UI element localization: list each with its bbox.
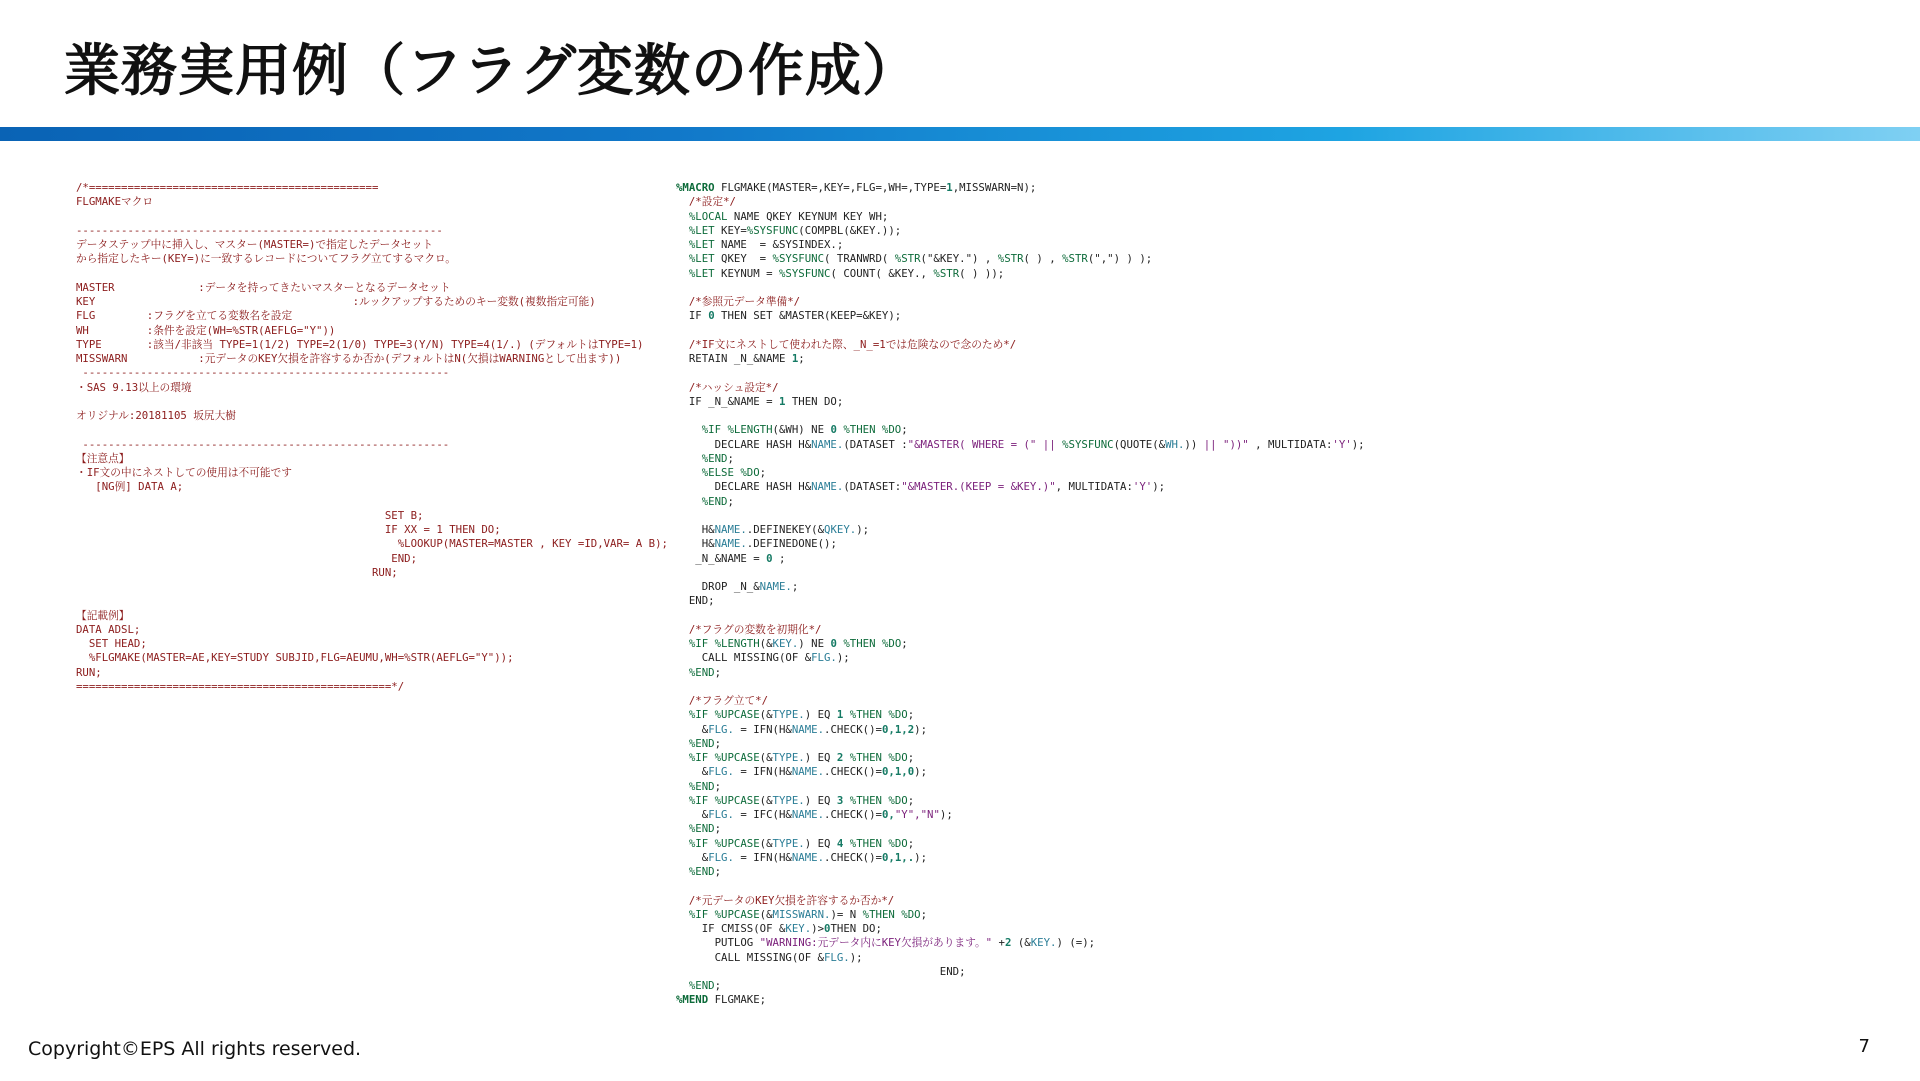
code-token: .CHECK()=	[824, 808, 882, 821]
code-line: ---------------------------------------------------------	[76, 223, 443, 237]
code-token: NAME.	[714, 537, 747, 551]
code-token: /*ハッシュ設定*/	[676, 380, 779, 394]
code-token: %MACRO	[676, 181, 715, 194]
code-line: TYPE :該当/非該当 TYPE=1(1/2) TYPE=2(1/0) TYPE=3(Y/N) TYPE=4(1/.) (デフォルトはTYPE=1)	[76, 337, 644, 351]
code-token: %ELSE %DO	[676, 466, 760, 479]
code-token: %SYSFUNC	[1062, 437, 1114, 451]
code-line	[676, 366, 1365, 380]
code-line: から指定したキー(KEY=)に一致するレコードについてフラグ立てするマクロ。	[76, 252, 456, 266]
code-token: ;	[907, 836, 915, 850]
code-token: FLG.	[708, 765, 734, 779]
code-token: ;	[907, 708, 915, 722]
code-token: WH.	[1165, 437, 1185, 451]
code-line	[76, 267, 668, 281]
code-line: %LOOKUP(MASTER=MASTER , KEY =ID,VAR= A B);	[76, 537, 668, 551]
code-token: = IFN(H&	[733, 850, 792, 864]
code-line	[676, 765, 1365, 779]
code-token: %LET	[676, 223, 715, 237]
code-token: %THEN %DO	[843, 423, 902, 437]
code-line	[676, 423, 1365, 437]
code-token: );	[939, 808, 953, 821]
code-token: %UPCASE	[714, 793, 760, 807]
code-token: ;	[714, 865, 722, 878]
code-line: 【記載例】	[76, 608, 130, 622]
code-token: ;	[798, 352, 805, 365]
code-token: THEN DO;	[830, 922, 882, 935]
code-line	[676, 238, 1365, 252]
code-token: ;	[727, 494, 734, 508]
code-line	[676, 181, 1365, 195]
code-line: SET B;	[76, 508, 424, 522]
code-line	[676, 252, 1365, 266]
code-token: ;	[920, 907, 928, 921]
code-token: &	[676, 850, 709, 864]
code-token: 'Y'	[1332, 437, 1352, 451]
code-line	[676, 537, 1365, 551]
code-token: (&	[759, 793, 773, 807]
code-token: 0,	[881, 808, 895, 821]
code-token: );	[836, 651, 850, 665]
code-token: KEY.	[785, 922, 812, 935]
code-line: RUN;	[76, 565, 398, 579]
code-line: SET HEAD;	[76, 637, 147, 650]
code-token: (COMPBL(&KEY.));	[798, 223, 902, 237]
code-token: MISSWARN.	[772, 907, 831, 921]
code-line	[676, 651, 1365, 665]
code-token: /*フラグ立て*/	[676, 694, 769, 707]
code-token: %LENGTH	[714, 637, 760, 650]
code-token: CALL MISSING(OF &	[676, 950, 824, 964]
code-line	[676, 865, 1365, 879]
macro-source-code-block	[676, 181, 1365, 1008]
code-line	[676, 851, 1365, 865]
code-token: KEYNUM =	[714, 266, 779, 280]
code-token: H&	[676, 537, 715, 551]
code-line	[676, 438, 1365, 452]
code-token: /*フラグの変数を初期化*/	[676, 622, 822, 636]
code-line: FLG :フラグを立てる変数名を設定	[76, 309, 293, 323]
code-line	[76, 423, 668, 437]
code-token: %LET	[676, 252, 715, 266]
code-line: ---------------------------------------------------------	[76, 437, 450, 451]
slide-title: 業務実用例（フラグ変数の作成）	[64, 39, 919, 104]
code-line	[676, 808, 1365, 822]
code-token: THEN SET &MASTER(KEEP=&KEY);	[714, 309, 902, 323]
code-token: IF CMISS(OF &	[676, 922, 786, 935]
code-line	[676, 594, 1365, 608]
code-token: +	[992, 936, 1005, 950]
code-token: (&WH) NE	[772, 423, 831, 437]
code-token: ;	[759, 466, 767, 479]
code-token: %LOCAL	[676, 209, 728, 223]
code-token: %UPCASE	[714, 708, 760, 722]
page-number: 7	[1858, 1036, 1870, 1057]
code-line	[676, 951, 1365, 965]
code-token: (",") ) );	[1087, 252, 1153, 266]
code-token: %UPCASE	[714, 907, 760, 921]
code-token: THEN DO;	[785, 394, 844, 408]
code-token: %IF	[676, 708, 709, 722]
code-token: 0	[830, 423, 837, 437]
code-token: ;	[714, 779, 722, 793]
code-token: /*設定*/	[676, 195, 736, 209]
code-token: (&	[759, 907, 773, 921]
code-token: &	[676, 765, 709, 779]
code-token: "&MASTER( WHERE = (" ||	[907, 437, 1063, 451]
code-token: ) EQ	[804, 793, 837, 807]
code-line	[676, 979, 1365, 993]
code-token: IF	[676, 309, 709, 323]
code-token: ;	[714, 822, 722, 836]
code-line: データステップ中に挿入し、マスター(MASTER=)で指定したデータセット	[76, 238, 433, 251]
code-line	[676, 894, 1365, 908]
code-line	[676, 694, 1365, 708]
code-token: %END	[676, 779, 715, 793]
code-line	[676, 295, 1365, 309]
code-token: ;	[901, 637, 908, 650]
code-token: ) EQ	[804, 836, 837, 850]
code-token: .DEFINEKEY(&	[746, 523, 825, 536]
code-line: ・SAS 9.13以上の環境	[76, 380, 192, 394]
code-token: %UPCASE	[714, 751, 760, 764]
code-line: MASTER :データを持ってきたいマスターとなるデータセット	[76, 280, 451, 294]
code-token: 1	[946, 181, 953, 194]
code-line	[76, 210, 668, 224]
code-line	[676, 965, 1365, 979]
code-line: =================================================*/	[76, 679, 405, 693]
code-token: %SYSFUNC	[772, 252, 825, 266]
code-line	[676, 466, 1365, 480]
code-token: (&	[759, 751, 773, 764]
code-token: RETAIN _N_&NAME	[676, 352, 792, 365]
code-token: NAME.	[791, 808, 825, 821]
code-line: [NG例] DATA A;	[76, 480, 184, 494]
code-token: );	[849, 950, 863, 964]
code-token: FLG.	[824, 950, 850, 964]
code-token: %IF	[676, 793, 709, 807]
code-token: ;	[907, 793, 915, 807]
code-token: ) EQ	[804, 708, 837, 722]
code-token: %MEND	[676, 993, 709, 1007]
code-token: END;	[676, 594, 715, 608]
code-token: 1	[791, 352, 799, 365]
code-token: NAME.	[811, 437, 844, 451]
code-token: 0	[824, 922, 831, 935]
code-token: %LET	[676, 238, 715, 251]
code-line	[676, 195, 1365, 209]
code-line	[676, 352, 1365, 366]
code-line: END;	[76, 551, 418, 565]
code-token: %STR	[1062, 252, 1088, 266]
code-line	[676, 794, 1365, 808]
code-line	[676, 580, 1365, 594]
code-line	[676, 822, 1365, 836]
code-token: NAME.	[811, 480, 844, 494]
code-token: %END	[676, 451, 728, 465]
code-token: = IFN(H&	[733, 722, 792, 736]
code-token: 0,1,2	[881, 722, 915, 736]
code-token: 0	[708, 309, 715, 323]
code-line	[676, 495, 1365, 509]
code-token: (DATASET :	[843, 437, 908, 451]
code-line	[676, 552, 1365, 566]
code-token: 'Y'	[1132, 480, 1153, 494]
title-accent-bar	[0, 127, 1920, 141]
code-token: QKEY.	[824, 523, 857, 536]
code-line	[676, 708, 1365, 722]
code-token: FLG.	[708, 808, 734, 821]
code-token: %SYSFUNC	[778, 266, 831, 280]
code-token: %END	[676, 865, 715, 878]
code-line	[676, 409, 1365, 423]
code-line: RUN;	[76, 665, 102, 679]
code-line	[676, 480, 1365, 494]
code-token: || "))"	[1203, 437, 1249, 451]
code-token: CALL MISSING(OF &	[676, 651, 812, 665]
code-token: KEY=	[714, 223, 747, 237]
code-line: ---------------------------------------------------------	[76, 366, 450, 380]
code-token: , MULTIDATA:	[1055, 480, 1133, 494]
code-token: DECLARE HASH H&	[676, 480, 812, 494]
code-token: = IFC(H&	[733, 808, 792, 821]
code-token: %SYSFUNC	[746, 223, 799, 237]
code-token: 2	[1004, 936, 1012, 950]
code-token: , MULTIDATA:	[1248, 437, 1333, 451]
code-token: %UPCASE	[714, 836, 760, 850]
code-token: (DATASET:	[843, 480, 902, 494]
macro-header-comment-block	[76, 181, 668, 694]
code-token: NAME QKEY KEYNUM KEY WH;	[727, 209, 889, 223]
code-token: H&	[676, 523, 715, 536]
code-line	[676, 666, 1365, 680]
code-line: オリジナル:20181105 坂尻大樹	[76, 409, 236, 422]
code-token: &	[676, 722, 709, 736]
code-line	[76, 395, 668, 409]
code-token: KEY.	[772, 637, 799, 650]
code-token: ( COUNT( &KEY.,	[830, 266, 934, 280]
code-line	[676, 281, 1365, 295]
code-token: 0	[830, 637, 837, 650]
code-token: %THEN %DO	[849, 708, 908, 722]
code-token: .DEFINEDONE();	[746, 537, 837, 551]
copyright-footer: Copyright©EPS All rights reserved.	[28, 1038, 362, 1060]
code-token: %THEN %DO	[849, 836, 908, 850]
code-line: DATA ADSL;	[76, 622, 141, 636]
code-token: ;	[714, 979, 722, 992]
code-line	[676, 623, 1365, 637]
code-token: %IF	[676, 836, 709, 850]
code-line	[676, 309, 1365, 323]
code-line	[676, 680, 1365, 694]
code-line: KEY :ルックアップするためのキー変数(複数指定可能)	[76, 295, 596, 308]
code-token: %IF	[676, 907, 709, 921]
code-token: );	[914, 765, 928, 779]
code-line	[676, 395, 1365, 409]
code-token: FLGMAKE(MASTER=,KEY=,FLG=,WH=,TYPE=	[714, 181, 947, 194]
code-line: MISSWARN :元データのKEY欠損を許容するか否か(デフォルトはN(欠損はWARNINGとして出ます))	[76, 352, 622, 365]
code-token: /*元データのKEY欠損を許容するか否か*/	[676, 893, 895, 907]
code-token: ;	[907, 751, 915, 764]
code-token: );	[1152, 480, 1166, 494]
code-token: %IF	[676, 751, 709, 764]
code-token: DROP _N_&	[676, 580, 760, 593]
code-token: )>	[811, 922, 825, 935]
code-line	[676, 879, 1365, 893]
code-token: ;	[714, 736, 722, 750]
code-token: FLG.	[811, 651, 837, 665]
code-token: ;	[772, 551, 786, 565]
code-line	[676, 723, 1365, 737]
code-token: NAME.	[759, 580, 792, 593]
code-token: .CHECK()=	[824, 850, 882, 864]
code-token: %LET	[676, 266, 715, 280]
code-token: /*IF文にネストして使われた際、_N_=1では危険なので念のため*/	[676, 337, 1017, 351]
code-token: ;	[901, 423, 908, 437]
code-token: );	[914, 722, 928, 736]
code-token: (&	[759, 708, 773, 722]
code-token: ) NE	[798, 637, 831, 650]
code-token: %END	[676, 665, 715, 679]
code-token: KEY.	[1030, 936, 1057, 950]
code-token: ;	[714, 665, 722, 679]
code-token: %END	[676, 822, 715, 836]
code-line	[676, 566, 1365, 580]
code-token: ) (=);	[1056, 936, 1096, 950]
code-line	[76, 495, 668, 509]
code-token: END;	[676, 964, 966, 978]
code-token: TYPE.	[772, 793, 805, 807]
code-line	[676, 267, 1365, 281]
code-line	[676, 210, 1365, 224]
code-token: ,MISSWARN=N);	[952, 181, 1037, 194]
code-line	[676, 224, 1365, 238]
code-token: );	[1351, 437, 1365, 451]
code-line: 【注意点】	[76, 451, 130, 465]
code-token: IF _N_&NAME =	[676, 394, 779, 408]
code-line: /*=============================================	[76, 181, 379, 194]
code-line	[676, 737, 1365, 751]
code-token: NAME.	[791, 765, 825, 779]
code-token: 2	[836, 751, 844, 764]
code-token: ( ) ,	[1023, 252, 1063, 266]
code-token: ;	[727, 451, 734, 465]
code-token: PUTLOG	[676, 936, 760, 950]
code-token: %IF	[676, 423, 722, 437]
code-token: NAME = &SYSINDEX.;	[714, 238, 844, 251]
code-token: TYPE.	[772, 751, 805, 764]
code-token: &	[676, 808, 709, 821]
code-line	[676, 509, 1365, 523]
code-line	[676, 837, 1365, 851]
code-token: ( TRANWRD(	[824, 252, 895, 266]
code-token: QKEY =	[714, 252, 773, 266]
code-line	[676, 452, 1365, 466]
code-line	[676, 609, 1365, 623]
code-token: %END	[676, 979, 715, 992]
code-line	[676, 637, 1365, 651]
code-token: %END	[676, 736, 715, 750]
code-token: )= N	[830, 907, 863, 921]
code-token: "&MASTER.(KEEP = &KEY.)"	[901, 480, 1056, 494]
code-token: (&	[759, 836, 773, 850]
code-token: NAME.	[791, 722, 825, 736]
code-token: %STR	[997, 252, 1024, 266]
code-token: .CHECK()=	[824, 722, 882, 736]
code-line	[676, 993, 1365, 1007]
code-line: WH :条件を設定(WH=%STR(AEFLG="Y"))	[76, 323, 336, 337]
code-token: %LENGTH	[727, 423, 773, 437]
code-token: (&	[1011, 936, 1031, 950]
code-token: );	[856, 523, 870, 536]
code-token: 0	[766, 551, 773, 565]
code-line: IF XX = 1 THEN DO;	[76, 523, 501, 536]
code-token: 3	[836, 793, 844, 807]
code-token: %STR	[894, 252, 921, 266]
code-token: "WARNING:元データ内にKEY欠損があります。"	[759, 936, 993, 950]
code-token: /*参照元データ準備*/	[676, 295, 801, 308]
code-token: ( ) ));	[959, 266, 1005, 280]
code-token: %STR	[933, 266, 960, 280]
code-token: %THEN %DO	[862, 907, 921, 921]
code-line	[676, 922, 1365, 936]
code-token: 4	[836, 836, 844, 850]
code-token: ;	[791, 580, 799, 593]
code-token: TYPE.	[772, 836, 805, 850]
code-token: .CHECK()=	[824, 765, 882, 779]
code-token: DECLARE HASH H&	[676, 437, 812, 451]
code-line	[76, 594, 668, 608]
code-token: ("&KEY.") ,	[920, 252, 998, 266]
code-line: ・IF文の中にネストしての使用は不可能です	[76, 466, 292, 479]
code-token: );	[914, 850, 928, 864]
code-line	[676, 780, 1365, 794]
code-token: 0,1,.	[881, 850, 915, 864]
code-token: %IF	[676, 637, 709, 650]
code-line	[76, 580, 668, 594]
code-line	[676, 523, 1365, 537]
code-token: %THEN %DO	[849, 793, 908, 807]
code-token: "Y","N"	[894, 808, 940, 821]
code-line	[676, 751, 1365, 765]
code-line	[676, 381, 1365, 395]
code-token: ))	[1184, 437, 1204, 451]
code-line	[676, 338, 1365, 352]
code-token: %THEN %DO	[849, 751, 908, 764]
code-token: ) EQ	[804, 751, 837, 764]
code-token: FLG.	[708, 722, 734, 736]
code-line: %FLGMAKE(MASTER=AE,KEY=STUDY SUBJID,FLG=AEUMU,WH=%STR(AEFLG="Y"));	[76, 651, 514, 665]
code-token: 1	[778, 394, 786, 408]
code-token: 1	[836, 708, 844, 722]
code-token: %END	[676, 494, 728, 508]
code-line: FLGMAKEマクロ	[76, 195, 154, 209]
code-token: NAME.	[791, 850, 825, 864]
code-line	[676, 908, 1365, 922]
code-token: NAME.	[714, 523, 747, 536]
code-token: TYPE.	[772, 708, 805, 722]
code-line	[676, 936, 1365, 950]
code-token: FLGMAKE;	[708, 993, 767, 1007]
code-token: (&	[759, 637, 773, 650]
code-token: (QUOTE(&	[1113, 437, 1166, 451]
code-token: _N_&NAME =	[676, 551, 767, 565]
code-token: = IFN(H&	[733, 765, 792, 779]
code-line	[676, 324, 1365, 338]
code-token: 0,1,0	[881, 765, 915, 779]
code-token: FLG.	[708, 850, 734, 864]
code-token: %THEN %DO	[843, 637, 902, 650]
